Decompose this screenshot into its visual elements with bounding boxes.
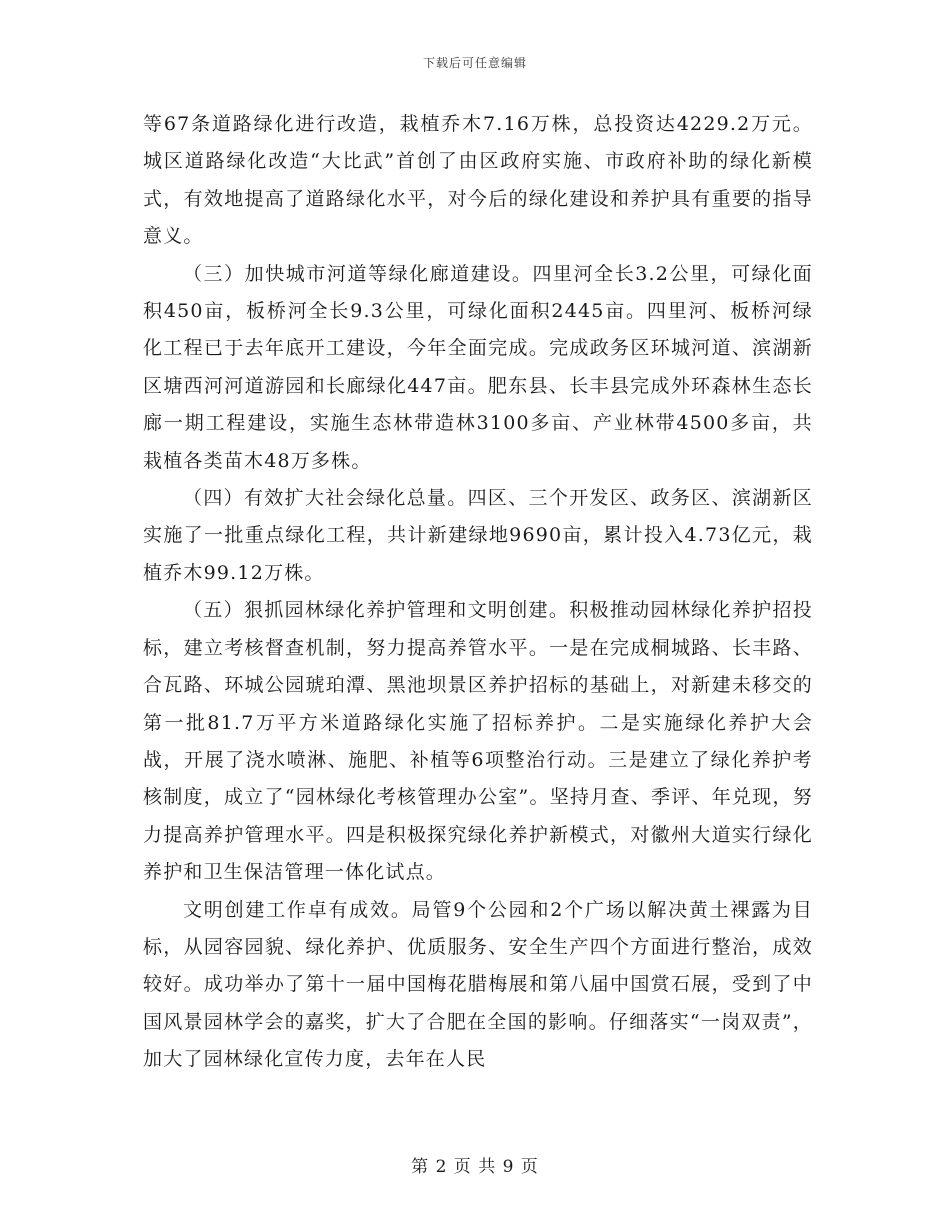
paragraph-civilization: 文明创建工作卓有成效。局管9个公园和2个广场以解决黄土裸露为目标，从园容园貌、绿化养护、优质服务、安全生产四个方面进行整治，成效较好。成功举办了第十一届中国梅花腊梅展和第八届中国赏石展，受到了中国风景园林学会的嘉奖，扩大了合肥在全国的影响。仔细落实“一岗双责”，加大了园林绿化宣传力度，去年在人民	[143, 898, 813, 1071]
paragraph-section-5: （五）狠抓园林绿化养护管理和文明创建。积极推动园林绿化养护招投标，建立考核督查机制，努力提高养管水平。一是在完成桐城路、长丰路、合瓦路、环城公园琥珀潭、黑池坝景区养护招标的基础上，对新建未移交的第一批81.7万平方米道路绿化实施了招标养护。二是实施绿化养护大会战，开展了浇水喷淋、施肥、补植等6项整治行动。三是建立了绿化养护考核制度，成立了“园林绿化考核管理办公室”。坚持月查、季评、年兑现，努力提高养护管理水平。四是积极探究绿化养护新模式，对徽州大道实行绿化养护和卫生保洁管理一体化试点。	[143, 599, 813, 884]
document-body	[143, 106, 813, 1079]
paragraph-continuation: 等67条道路绿化进行改造，栽植乔木7.16万株，总投资达4229.2万元。城区道路绿化改造“大比武”首创了由区政府实施、市政府补助的绿化新模式，有效地提高了道路绿化水平，对今后的绿化建设和养护具有重要的指导意义。	[143, 113, 813, 248]
header-note: 下载后可任意编辑	[422, 56, 527, 70]
paragraph-section-3: （三）加快城市河道等绿化廊道建设。四里河全长3.2公里，可绿化面积450亩，板桥河全长9.3公里，可绿化面积2445亩。四里河、板桥河绿化工程已于去年底开工建设，今年全面完成。完成政务区环城河道、滨湖新区塘西河河道游园和长廊绿化447亩。肥东县、长丰县完成外环森林生态长廊一期工程建设，实施生态林带造林3100多亩、产业林带4500多亩，共栽植各类苗木48万多株。	[143, 262, 813, 472]
paragraph-section-4: （四）有效扩大社会绿化总量。四区、三个开发区、政务区、滨湖新区实施了一批重点绿化工程，共计新建绿地9690亩，累计投入4.73亿元，栽植乔木99.12万株。	[143, 487, 813, 584]
page-number: 第 2 页 共 9 页	[411, 1157, 539, 1177]
